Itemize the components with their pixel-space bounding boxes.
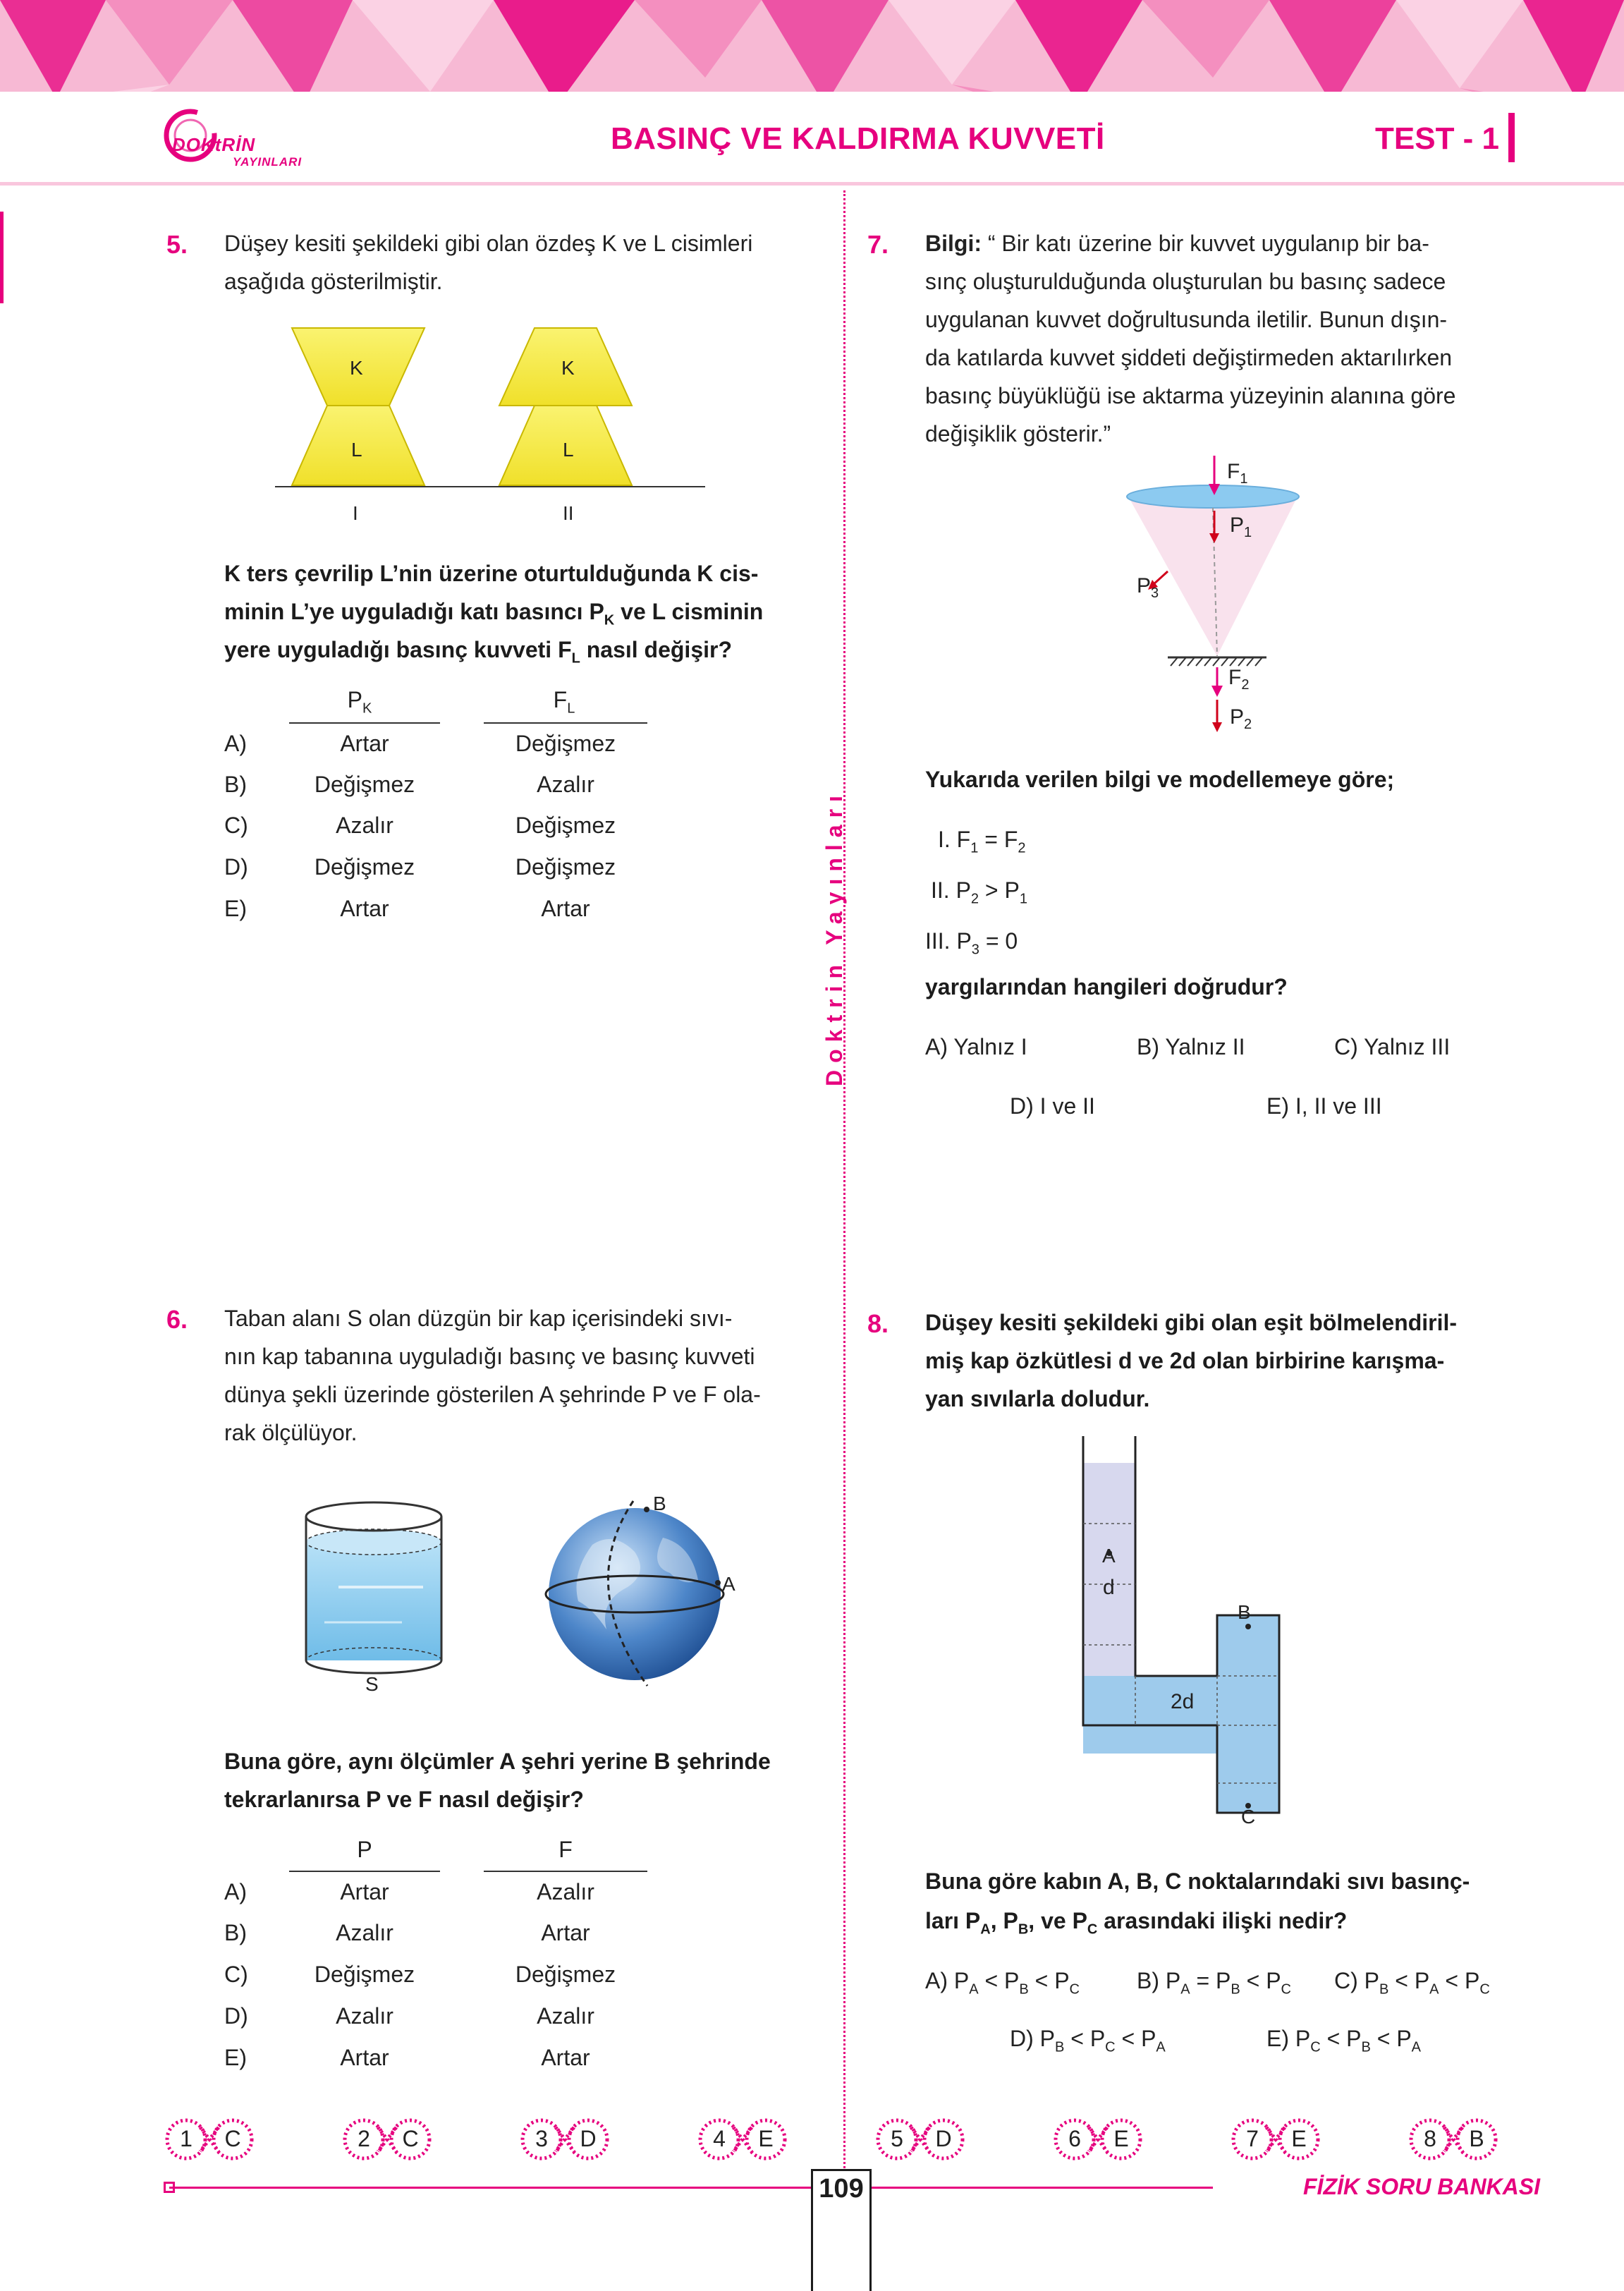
answer-number: 8: [1424, 2126, 1436, 2151]
book-title: FİZİK SORU BANKASI: [1303, 2174, 1540, 2199]
answer-letter: B: [1469, 2126, 1484, 2151]
q6-number: 6.: [166, 1305, 188, 1334]
q6-option-c-letter[interactable]: C): [224, 1962, 248, 1987]
q5-fig-k2: K: [561, 357, 575, 379]
q5-option-e-col1[interactable]: Artar: [340, 896, 389, 921]
q6-option-b-col1[interactable]: Azalır: [336, 1920, 393, 1945]
answer-key-item: [1408, 2115, 1499, 2164]
q7-question-1: Yukarıda verilen bilgi ve modellemeye göre;: [925, 767, 1395, 792]
answer-letter: E: [1291, 2126, 1307, 2151]
q6-option-e-col2[interactable]: Artar: [541, 2045, 590, 2070]
answer-key-item: [697, 2115, 788, 2164]
answer-letter: C: [402, 2126, 419, 2151]
q6-question-2: tekrarlanırsa P ve F nasıl değişir?: [224, 1787, 584, 1812]
q8-option-b[interactable]: B) $P_A = P_B < P_C$: [1137, 1968, 1291, 1998]
q6-text-4: rak ölçülüyor.: [224, 1420, 358, 1445]
q5-fig-k1: K: [350, 357, 363, 379]
publisher-logo: [162, 99, 331, 176]
answer-key-item: [519, 2115, 611, 2164]
q6-text-3: dünya şekli üzerinde gösterilen A şehrinde P ve F ola-: [224, 1382, 761, 1407]
q8-number: 8.: [867, 1309, 889, 1338]
q5-text-2: aşağıda gösterilmiştir.: [224, 269, 443, 294]
q8-fig-b: B: [1238, 1601, 1251, 1623]
q6-figure: [296, 1488, 747, 1700]
q7-option-b[interactable]: B) Yalnız II: [1137, 1034, 1245, 1059]
q5-option-b-col2[interactable]: Azalır: [537, 772, 594, 797]
side-publisher-text: Doktrin Yayınları: [822, 789, 847, 1086]
q7-fig-p1: $P_1$: [1230, 514, 1252, 540]
q6-option-a-col2[interactable]: Azalır: [537, 1879, 594, 1904]
answer-key-item: [1230, 2115, 1321, 2164]
q6-col-2-rule: [484, 1871, 647, 1872]
answer-key-item: [874, 2115, 966, 2164]
q7-fig-p2: $P_2$: [1230, 705, 1252, 732]
q8-fig-2d: 2d: [1171, 1690, 1195, 1713]
answer-key: [0, 2109, 1624, 2172]
header-divider: [0, 182, 1624, 186]
q7-text-5: basınç büyüklüğü ise aktarma yüzeyinin alanına göre: [925, 383, 1456, 408]
q6-option-c-col1[interactable]: Değişmez: [314, 1962, 415, 1987]
answer-letter: E: [1113, 2126, 1129, 2151]
left-edge-accent: [0, 212, 4, 303]
q7-fig-f1: $F_1$: [1227, 460, 1248, 487]
q6-col-2-header: F: [558, 1837, 573, 1862]
q5-fig-caption-2: II: [563, 502, 574, 524]
answer-number: 4: [713, 2126, 726, 2151]
q5-fig-l2: L: [563, 439, 574, 461]
q5-option-d-col2[interactable]: Değişmez: [515, 854, 616, 880]
q6-option-c-col2[interactable]: Değişmez: [515, 1962, 616, 1987]
q6-fig-a-label: A: [722, 1573, 735, 1595]
q6-text-1: Taban alanı S olan düzgün bir kap içerisindeki sıvı-: [224, 1306, 733, 1331]
q7-text-1: Bilgi: “ Bir katı üzerine bir kuvvet uygulanıp bir ba-: [925, 231, 1429, 256]
q5-col-1-header: $P_K$: [347, 687, 372, 717]
q5-option-e-letter[interactable]: E): [224, 896, 247, 921]
q7-text-3: uygulanan kuvvet doğrultusunda iletilir. Bunun dışın-: [925, 307, 1448, 332]
q5-col-2-rule: [484, 722, 647, 724]
q8-figure: [1072, 1432, 1283, 1827]
q6-option-d-col2[interactable]: Azalır: [537, 2003, 594, 2029]
answer-number: 6: [1068, 2126, 1081, 2151]
q7-text-2: sınç oluşturulduğunda oluşturulan bu basınç sadece: [925, 269, 1446, 294]
q8-text-1: Düşey kesiti şekildeki gibi olan eşit bölmelendiril-: [925, 1310, 1458, 1335]
q6-fig-s-label: S: [365, 1673, 379, 1695]
q5-option-b-letter[interactable]: B): [224, 772, 247, 797]
column-divider: [843, 190, 845, 2236]
q5-number: 5.: [166, 230, 188, 259]
footer-rule: [169, 2187, 1213, 2189]
answer-key-item: [164, 2115, 255, 2164]
q7-fig-f2: $F_2$: [1228, 666, 1250, 693]
q7-option-e[interactable]: E) I, II ve III: [1266, 1093, 1382, 1119]
q7-statement-3: III. $P_3 = 0$: [925, 928, 1018, 958]
q5-question-3: yere uyguladığı basınç kuvveti $F_L$ nasıl değişir?: [224, 637, 732, 667]
q5-option-c-col2[interactable]: Değişmez: [515, 813, 616, 838]
q8-option-a[interactable]: A) $P_A < P_B < P_C$: [925, 1968, 1080, 1998]
test-bar: [1508, 113, 1515, 162]
q8-text-2: miş kap özkütlesi d ve 2d olan birbirine karışma-: [925, 1348, 1445, 1373]
q5-col-2-header: $F_L$: [553, 687, 575, 717]
q5-figure: [268, 317, 719, 536]
logo-bottom-text: YAYINLARI: [233, 155, 303, 169]
answer-number: 7: [1246, 2126, 1259, 2151]
q8-option-d[interactable]: D) $P_B < P_C < P_A$: [1010, 2026, 1166, 2055]
q6-option-a-col1[interactable]: Artar: [340, 1879, 389, 1904]
q6-text-2: nın kap tabanına uyguladığı basınç ve basınç kuvveti: [224, 1344, 755, 1369]
q7-option-a[interactable]: A) Yalnız I: [925, 1034, 1027, 1059]
answer-key-item: [341, 2115, 433, 2164]
q7-option-c[interactable]: C) Yalnız III: [1334, 1034, 1451, 1059]
q7-text-6: değişiklik gösterir.”: [925, 421, 1111, 446]
q8-question-1: Buna göre kabın A, B, C noktalarındaki sıvı basınç-: [925, 1868, 1470, 1894]
q5-text-1: Düşey kesiti şekildeki gibi olan özdeş K ve L cisimleri: [224, 231, 753, 256]
q7-question-2: yargılarından hangileri doğrudur?: [925, 974, 1288, 999]
q6-option-e-letter[interactable]: E): [224, 2045, 247, 2070]
q7-fig-p3: $P_3$: [1137, 574, 1159, 601]
q8-fig-d: d: [1103, 1576, 1115, 1599]
q6-fig-b-label: B: [653, 1493, 666, 1514]
q5-option-c-col1[interactable]: Azalır: [336, 813, 393, 838]
q7-statement-1: I. $F_1 = F_2$: [938, 827, 1026, 856]
answer-letter: D: [580, 2126, 597, 2151]
header-decoration: [0, 0, 1624, 106]
q8-option-c[interactable]: C) $P_B < P_A < P_C$: [1334, 1968, 1490, 1998]
q8-text-3: yan sıvılarla doludur.: [925, 1386, 1150, 1411]
q5-question-2: minin L’ye uyguladığı katı basıncı $P_K$ ve L cisminin: [224, 599, 764, 628]
q5-option-a-col2[interactable]: Değişmez: [515, 731, 616, 756]
answer-number: 2: [358, 2126, 370, 2151]
q5-option-e-col2[interactable]: Artar: [541, 896, 590, 921]
answer-number: 1: [180, 2126, 193, 2151]
q5-option-d-letter[interactable]: D): [224, 854, 248, 880]
answer-number: 5: [891, 2126, 903, 2151]
q7-statement-2: II. $P_2 > P_1$: [931, 877, 1027, 907]
q6-option-d-letter[interactable]: D): [224, 2003, 248, 2029]
q6-question-1: Buna göre, aynı ölçümler A şehri yerine B şehrinde: [224, 1749, 771, 1774]
q5-option-b-col1[interactable]: Değişmez: [314, 772, 415, 797]
answer-letter: C: [224, 2126, 241, 2151]
q5-option-d-col1[interactable]: Değişmez: [314, 854, 415, 880]
q6-option-e-col1[interactable]: Artar: [340, 2045, 389, 2070]
q5-option-c-letter[interactable]: C): [224, 813, 248, 838]
q5-option-a-letter[interactable]: A): [224, 731, 247, 756]
page-title: BASINÇ VE KALDIRMA KUVVETİ: [611, 121, 1105, 156]
q5-col-1-rule: [289, 722, 440, 724]
q6-option-a-letter[interactable]: A): [224, 1879, 247, 1904]
q7-text-4: da katılarda kuvvet şiddeti değiştirmeden aktarılırken: [925, 345, 1453, 370]
answer-key-item: [1052, 2115, 1144, 2164]
q6-option-d-col1[interactable]: Azalır: [336, 2003, 393, 2029]
q8-option-e[interactable]: E) $P_C < P_B < P_A$: [1266, 2026, 1421, 2055]
q8-fig-c: C: [1241, 1806, 1256, 1828]
q7-number: 7.: [867, 230, 889, 259]
test-label: TEST - 1: [1375, 121, 1500, 156]
page-number: 109: [819, 2174, 864, 2204]
q5-fig-caption-1: I: [353, 502, 358, 524]
q6-col-1-header: P: [357, 1837, 372, 1862]
answer-letter: D: [935, 2126, 952, 2151]
q7-option-d[interactable]: D) I ve II: [1010, 1093, 1095, 1119]
q5-question-1: K ters çevrilip L’nin üzerine oturtulduğunda K cis-: [224, 561, 759, 586]
q5-option-a-col1[interactable]: Artar: [340, 731, 389, 756]
q6-option-b-col2[interactable]: Artar: [541, 1920, 590, 1945]
logo-top-text: DOKtRİN: [172, 134, 256, 155]
q8-fig-a: A: [1102, 1545, 1116, 1567]
answer-number: 3: [535, 2126, 548, 2151]
q5-fig-l1: L: [351, 439, 362, 461]
q8-question-2: ları $P_A$, $P_B$, ve $P_C$ arasındaki ilişki nedir?: [925, 1908, 1348, 1938]
q6-option-b-letter[interactable]: B): [224, 1920, 247, 1945]
answer-letter: E: [758, 2126, 774, 2151]
q6-col-1-rule: [289, 1871, 440, 1872]
